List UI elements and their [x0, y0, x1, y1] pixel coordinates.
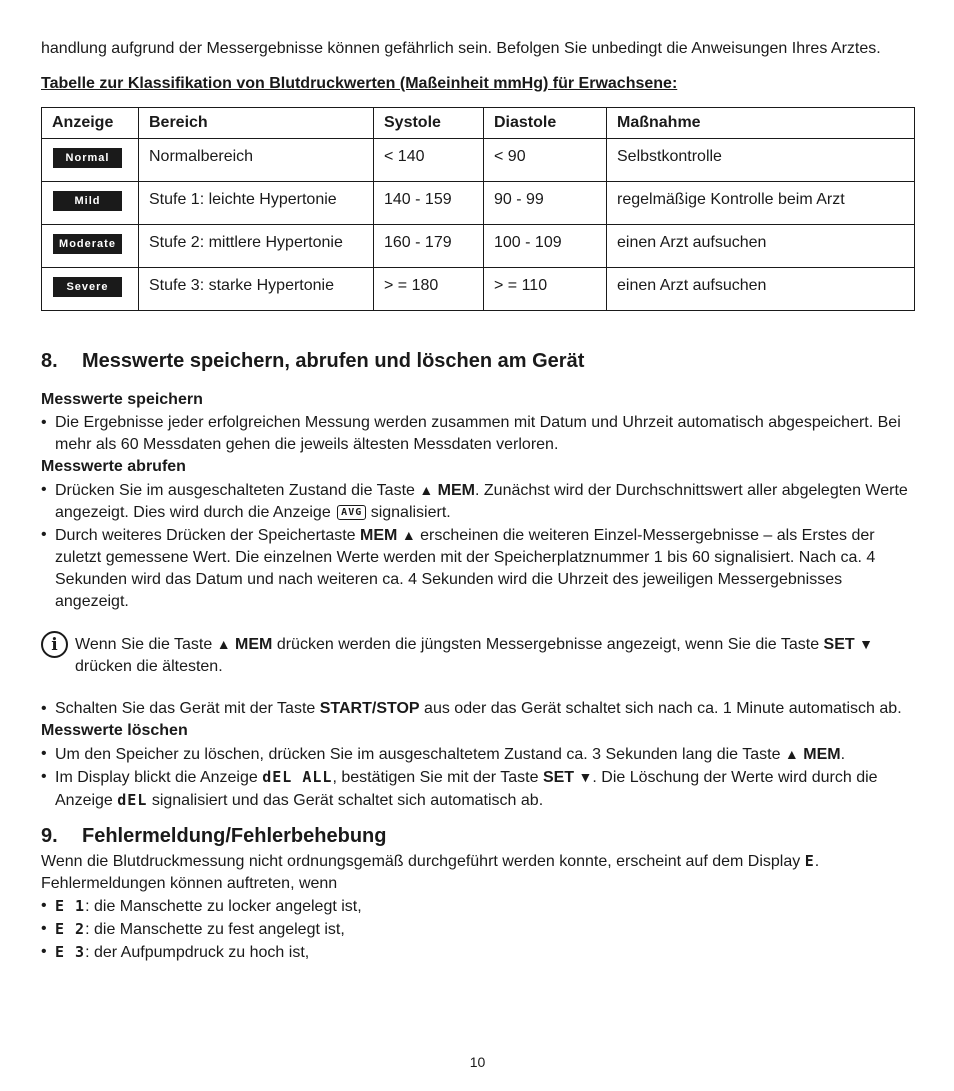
anzeige-cell	[42, 225, 139, 268]
store-list	[41, 412, 914, 456]
anzeige-cell	[42, 182, 139, 225]
section-9-title: Fehlermeldung/Fehlerbehebung	[82, 825, 387, 847]
info-note	[41, 633, 914, 678]
table-row	[42, 268, 915, 311]
delete-heading: Messwerte löschen	[41, 722, 188, 739]
triangle-up-icon: ▲	[216, 636, 231, 652]
lcd-del-display: dEL	[117, 791, 148, 809]
lcd-error-code: E 1	[55, 897, 86, 915]
triangle-up-icon: ▲	[784, 746, 799, 762]
action-cell: regelmäßige Kontrolle beim Arzt	[607, 182, 915, 225]
mild-badge: Mild	[53, 191, 122, 211]
triangle-up-icon: ▲	[401, 527, 416, 543]
header-systole: Systole	[374, 108, 484, 139]
systole-cell: < 140	[374, 139, 484, 182]
mem-key-label: MEM	[803, 746, 841, 763]
section-8-title: Messwerte speichern, abrufen und löschen am Gerät	[82, 350, 585, 372]
severe-badge: Severe	[53, 277, 122, 297]
diastole-cell: 90 - 99	[484, 182, 607, 225]
recall-list	[41, 479, 914, 613]
systole-cell: 140 - 159	[374, 182, 484, 225]
power-off-list	[41, 698, 914, 720]
mem-key-label: MEM	[360, 527, 398, 544]
list-item: • E 2: die Manschette zu fest angelegt ist,	[41, 918, 914, 941]
lcd-error-display: E	[804, 852, 815, 870]
range-cell: Stufe 1: leichte Hypertonie	[139, 182, 374, 225]
triangle-down-icon: ▼	[859, 636, 873, 652]
mem-key-label: MEM	[235, 636, 273, 653]
diastole-cell: < 90	[484, 139, 607, 182]
section-9-intro: Wenn die Blutdruckmessung nicht ordnungsgemäß durchgeführt werden konnte, erscheint auf dem Display E.	[41, 852, 820, 870]
table-title: Tabelle zur Klassifikation von Blutdruckwerten (Maßeinheit mmHg) für Erwachsene:	[41, 75, 678, 92]
header-diastole: Diastole	[484, 108, 607, 139]
mem-key-label: MEM	[437, 482, 475, 499]
list-item: • Die Ergebnisse jeder erfolgreichen Messung werden zusammen mit Datum und Uhrzeit automatisch abgespeichert. Bei mehr als 60 Messdaten gehen die jeweils ältesten Messdaten verloren.	[41, 412, 914, 456]
diastole-cell: > = 110	[484, 268, 607, 311]
table-row	[42, 182, 915, 225]
section-8-heading	[41, 349, 914, 373]
section-8-number: 8.	[41, 350, 58, 372]
bp-classification-table	[41, 107, 915, 311]
diastole-cell: 100 - 109	[484, 225, 607, 268]
triangle-down-icon: ▼	[578, 769, 593, 785]
delete-list	[41, 743, 914, 812]
lcd-error-code: E 3	[55, 943, 86, 961]
action-cell: einen Arzt aufsuchen	[607, 268, 915, 311]
start-stop-key-label: START/STOP	[319, 700, 420, 717]
anzeige-cell	[42, 268, 139, 311]
table-header-row	[42, 108, 915, 139]
systole-cell: > = 180	[374, 268, 484, 311]
info-note-text: Wenn Sie die Taste ▲ MEM drücken werden die jüngsten Messergebnisse angezeigt, wenn Sie die Taste SET ▼ drücken die ältesten.	[75, 636, 873, 675]
intro-paragraph: handlung aufgrund der Messergebnisse können gefährlich sein. Befolgen Sie unbedingt die Anweisungen Ihres Arztes.	[41, 40, 881, 57]
page-number: 10	[469, 1054, 486, 1070]
range-cell: Normalbereich	[139, 139, 374, 182]
list-item: • E 1: die Manschette zu locker angelegt ist,	[41, 895, 914, 918]
systole-cell: 160 - 179	[374, 225, 484, 268]
header-massnahme: Maßnahme	[607, 108, 915, 139]
manual-page	[41, 38, 914, 1070]
recall-heading: Messwerte abrufen	[41, 458, 186, 475]
set-key-label: SET	[823, 636, 855, 653]
header-bereich: Bereich	[139, 108, 374, 139]
list-item: • Im Display blickt die Anzeige dEL ALL, bestätigen Sie mit der Taste SET ▼. Die Löschung der Werte wird durch die Anzeige dEL signalisiert und das Gerät schaltet sich automatisch ab.	[41, 766, 914, 812]
normal-badge: Normal	[53, 148, 122, 168]
action-cell: Selbstkontrolle	[607, 139, 915, 182]
info-icon: i	[41, 631, 68, 658]
header-anzeige: Anzeige	[42, 108, 139, 139]
list-item: • E 3: der Aufpumpdruck zu hoch ist,	[41, 941, 914, 964]
table-row	[42, 225, 915, 268]
anzeige-cell	[42, 139, 139, 182]
list-item: • Schalten Sie das Gerät mit der Taste START/STOP aus oder das Gerät schaltet sich nach ca. 1 Minute automatisch ab.	[41, 698, 914, 720]
action-cell: einen Arzt aufsuchen	[607, 225, 915, 268]
list-item: • Durch weiteres Drücken der Speichertaste MEM ▲ erscheinen die weiteren Einzel-Messergebnisse – als Erstes der zuletzt gemessene Wert. Die einzelnen Werte werden mit der Speicherplatznummer 1 bis 60 signalisiert. Nach ca. 4 Sekunden wird das Datum und nach weiteren ca. 4 Sekunden wird die Uhrzeit des jeweiligen Messergebnisses angezeigt.	[41, 524, 914, 613]
avg-display-icon: AVG	[337, 505, 366, 520]
error-list	[41, 895, 914, 964]
list-item: • Drücken Sie im ausgeschalteten Zustand die Taste ▲ MEM. Zunächst wird der Durchschnittswert aller abgelegten Werte angezeigt. Dies wird durch die Anzeige AVG signalisiert.	[41, 479, 914, 524]
store-heading: Messwerte speichern	[41, 391, 203, 408]
range-cell: Stufe 2: mittlere Hypertonie	[139, 225, 374, 268]
table-row	[42, 139, 915, 182]
triangle-up-icon: ▲	[419, 482, 434, 498]
list-item: • Um den Speicher zu löschen, drücken Sie im ausgeschaltetem Zustand ca. 3 Sekunden lang die Taste ▲ MEM.	[41, 743, 914, 766]
section-9-heading	[41, 824, 914, 848]
set-key-label: SET	[542, 769, 575, 786]
lcd-error-code: E 2	[55, 920, 86, 938]
range-cell: Stufe 3: starke Hypertonie	[139, 268, 374, 311]
lcd-del-all-display: dEL ALL	[262, 768, 333, 786]
section-9-intro-2: Fehlermeldungen können auftreten, wenn	[41, 875, 338, 892]
section-9-number: 9.	[41, 825, 58, 847]
moderate-badge: Moderate	[53, 234, 122, 254]
